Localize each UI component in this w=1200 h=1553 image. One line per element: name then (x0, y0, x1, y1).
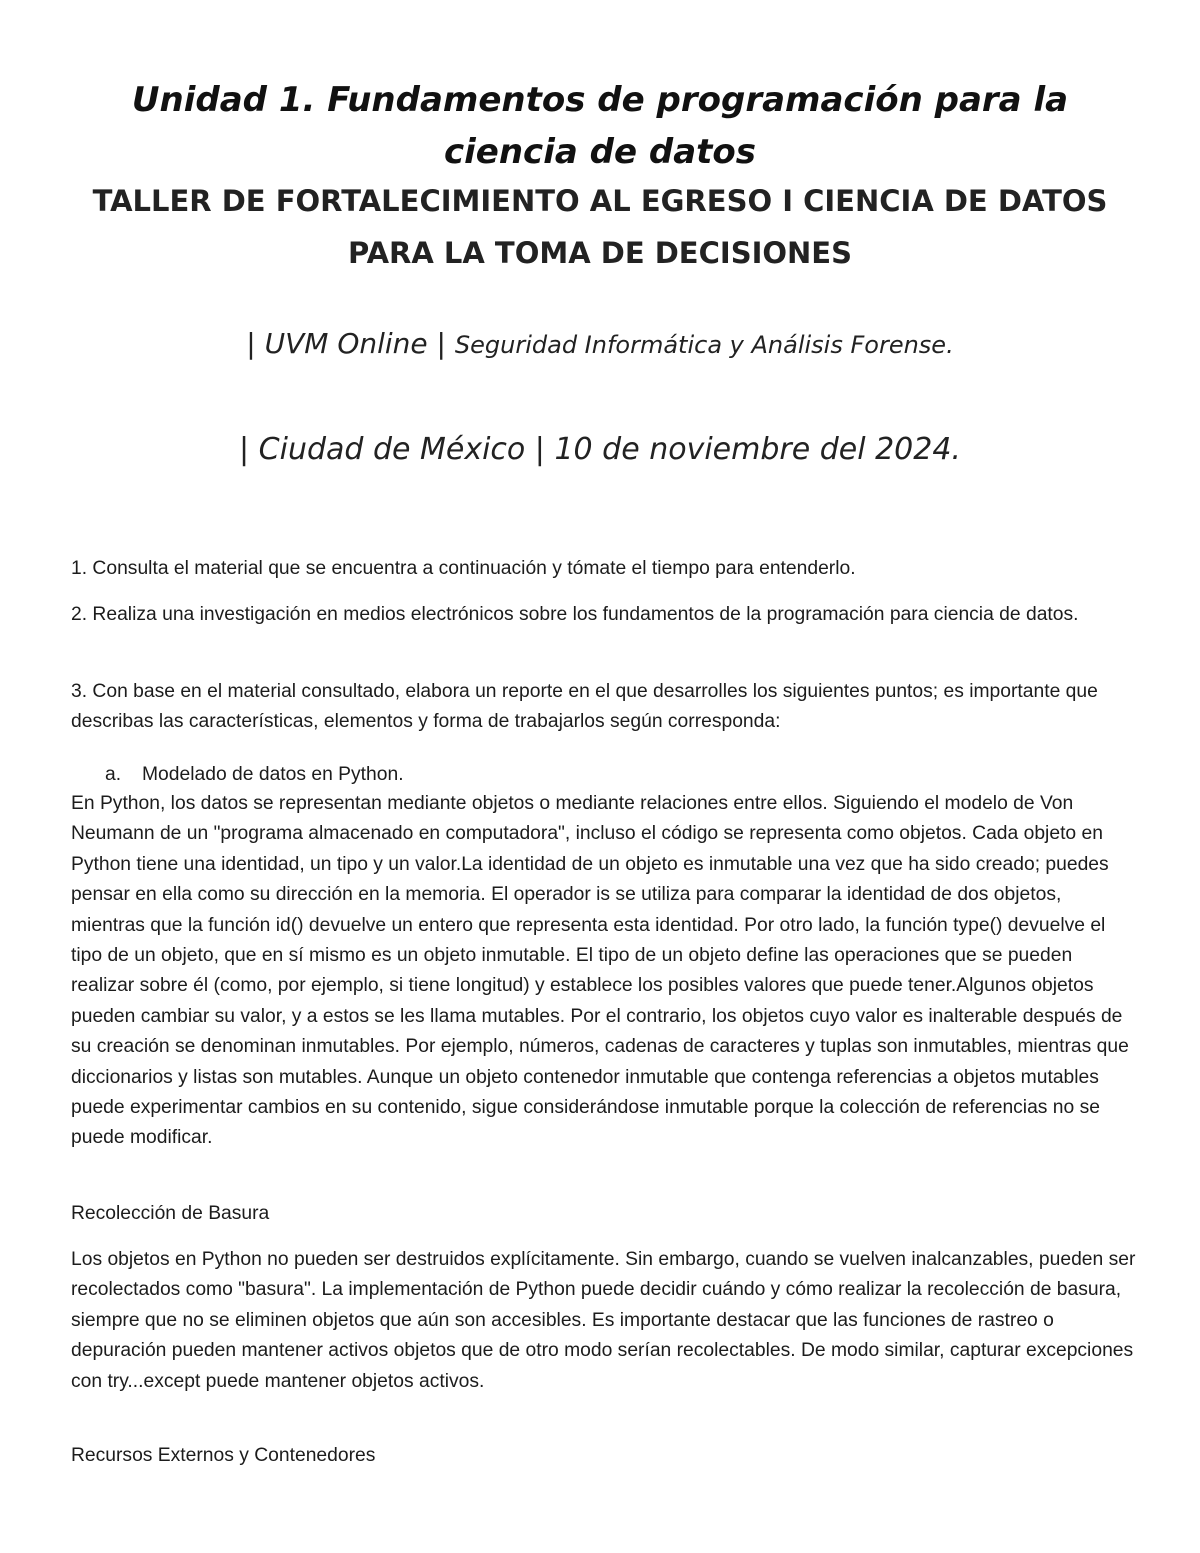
section-heading-recursos: Recursos Externos y Contenedores (71, 1445, 376, 1466)
program-name: Seguridad Informática y Análisis Forense. (454, 331, 954, 359)
list-item (105, 760, 1105, 790)
paragraph-recoleccion: Los objetos en Python no pueden ser destruidos explícitamente. Sin embargo, cuando se vuelven inalcanzables, pueden ser recolectados como "basura". La implementación de Python puede decidir cuándo y cómo realizar la recolección de basura, siempre que no se eliminen objetos que aún son accesibles. Es importante destacar que las funciones de rastreo o depuración pueden mantener activos objetos que de otro modo serían recolectables. De modo similar, capturar excepciones con try...except puede mantener objetos activos. (71, 1249, 1136, 1392)
instruction-1: 1. Consulta el material que se encuentra a continuación y tómate el tiempo para entenderlo. (71, 558, 856, 579)
section-heading-recoleccion: Recolección de Basura (71, 1203, 270, 1224)
institution-name: | UVM Online | (246, 327, 446, 360)
document-title: Unidad 1. Fundamentos de programación para la ciencia de datos (131, 80, 1069, 172)
document-subtitle: TALLER DE FORTALECIMIENTO AL EGRESO I CIENCIA DE DATOS PARA LA TOMA DE DECISIONES (92, 184, 1108, 270)
list-item-label: Modelado de datos en Python. (142, 764, 404, 785)
instruction-3: 3. Con base en el material consultado, elabora un reporte en el que desarrolles los siguientes puntos; es importante que describas las características, elementos y forma de trabajarlos según corresponda: (71, 681, 1098, 733)
location-date-line: | Ciudad de México | 10 de noviembre del 2024. (239, 432, 961, 467)
paragraph-modelado: En Python, los datos se representan mediante objetos o mediante relaciones entre ellos. Siguiendo el modelo de Von Neumann de un "programa almacenado en computadora", incluso el código se representa como objetos. Cada objeto en Python tiene una identidad, un tipo y un valor.La identidad de un objeto es inmutable una vez que ha sido creado; puedes pensar en ella como su dirección en la memoria. El operador is se utiliza para comparar la identidad de dos objetos, mientras que la función id() devuelve un entero que representa esta identidad. Por otro lado, la función type() devuelve el tipo de un objeto, que en sí mismo es un objeto inmutable. El tipo de un objeto define las operaciones que se pueden realizar sobre él (como, por ejemplo, si tiene longitud) y establece los posibles valores que puede tener.Algunos objetos pueden cambiar su valor, y a estos se les llama mutables. Por el contrario, los objetos cuyo valor es inalterable después de su creación se denominan inmutables. Por ejemplo, números, cadenas de caracteres y tuplas son inmutables, mientras que diccionarios y listas son mutables. Aunque un objeto contenedor inmutable que contenga referencias a objetos mutables puede experimentar cambios en su contenido, sigue considerándose inmutable porque la colección de referencias no se puede modificar. (71, 793, 1129, 1149)
instruction-2: 2. Realiza una investigación en medios electrónicos sobre los fundamentos de la programación para ciencia de datos. (71, 604, 1079, 625)
list-marker: a. (105, 764, 122, 785)
institution-line (60, 322, 1140, 367)
